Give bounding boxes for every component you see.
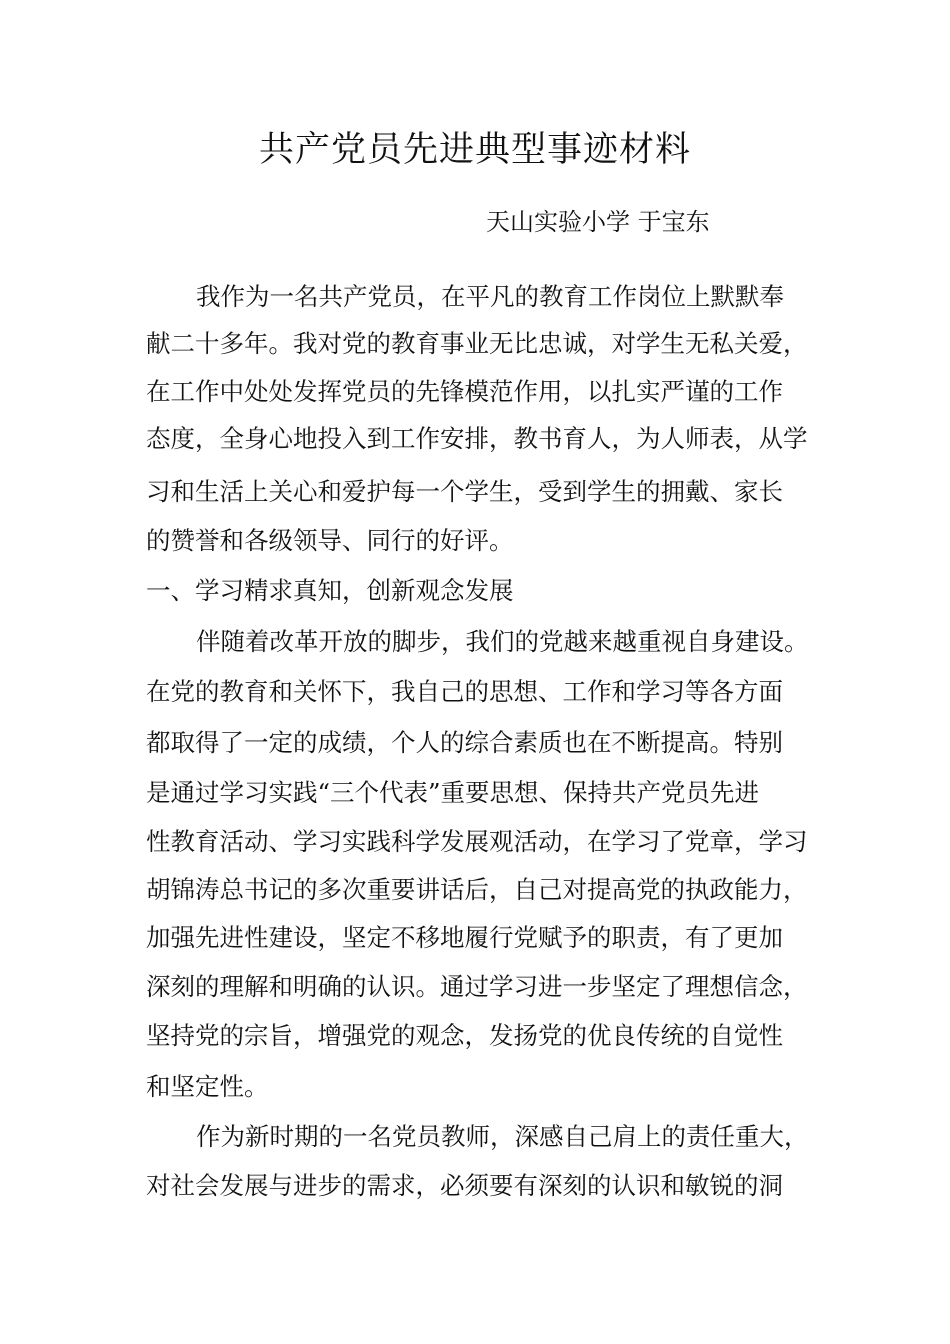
paragraph-line: 性教育活动、学习实践科学发展观活动，在学习了党章，学习 bbox=[146, 827, 808, 856]
paragraph-line: 深刻的理解和明确的认识。通过学习进一步坚定了理想信念， bbox=[146, 972, 808, 1001]
document-title: 共产党员先进典型事迹材料 bbox=[258, 130, 691, 170]
paragraph-line: 伴随着改革开放的脚步，我们的党越来越重视自身建设。 bbox=[196, 627, 809, 656]
paragraph-line: 坚持党的宗旨，增强党的观念，发扬党的优良传统的自觉性 bbox=[146, 1021, 783, 1050]
paragraph-line: 和坚定性。 bbox=[146, 1072, 269, 1101]
paragraph-line: 都取得了一定的成绩，个人的综合素质也在不断提高。特别 bbox=[146, 728, 783, 757]
paragraph-line: 态度，全身心地投入到工作安排，教书育人，为人师表，从学 bbox=[146, 424, 808, 453]
document-author: 天山实验小学 于宝东 bbox=[486, 208, 710, 236]
paragraph-line: 是通过学习实践“三个代表”重要思想、保持共产党员先进 bbox=[146, 778, 760, 807]
paragraph-line: 胡锦涛总书记的多次重要讲话后，自己对提高党的执政能力， bbox=[146, 875, 808, 904]
paragraph-line: 习和生活上关心和爱护每一个学生，受到学生的拥戴、家长 bbox=[146, 477, 783, 506]
paragraph-line: 在党的教育和关怀下，我自己的思想、工作和学习等各方面 bbox=[146, 677, 783, 706]
section-heading: 一、学习精求真知，创新观念发展 bbox=[146, 576, 514, 605]
paragraph-line: 的赞誉和各级领导、同行的好评。 bbox=[146, 526, 514, 555]
paragraph-line: 我作为一名共产党员，在平凡的教育工作岗位上默默奉 bbox=[196, 282, 784, 311]
paragraph-line: 作为新时期的一名党员教师，深感自己肩上的责任重大， bbox=[196, 1122, 809, 1151]
paragraph-line: 在工作中处处发挥党员的先锋模范作用，以扎实严谨的工作 bbox=[146, 377, 783, 406]
paragraph-line: 对社会发展与进步的需求，必须要有深刻的认识和敏锐的洞 bbox=[146, 1171, 783, 1200]
paragraph-line: 献二十多年。我对党的教育事业无比忠诚，对学生无私关爱， bbox=[146, 329, 808, 358]
paragraph-line: 加强先进性建设，坚定不移地履行党赋予的职责，有了更加 bbox=[146, 923, 783, 952]
